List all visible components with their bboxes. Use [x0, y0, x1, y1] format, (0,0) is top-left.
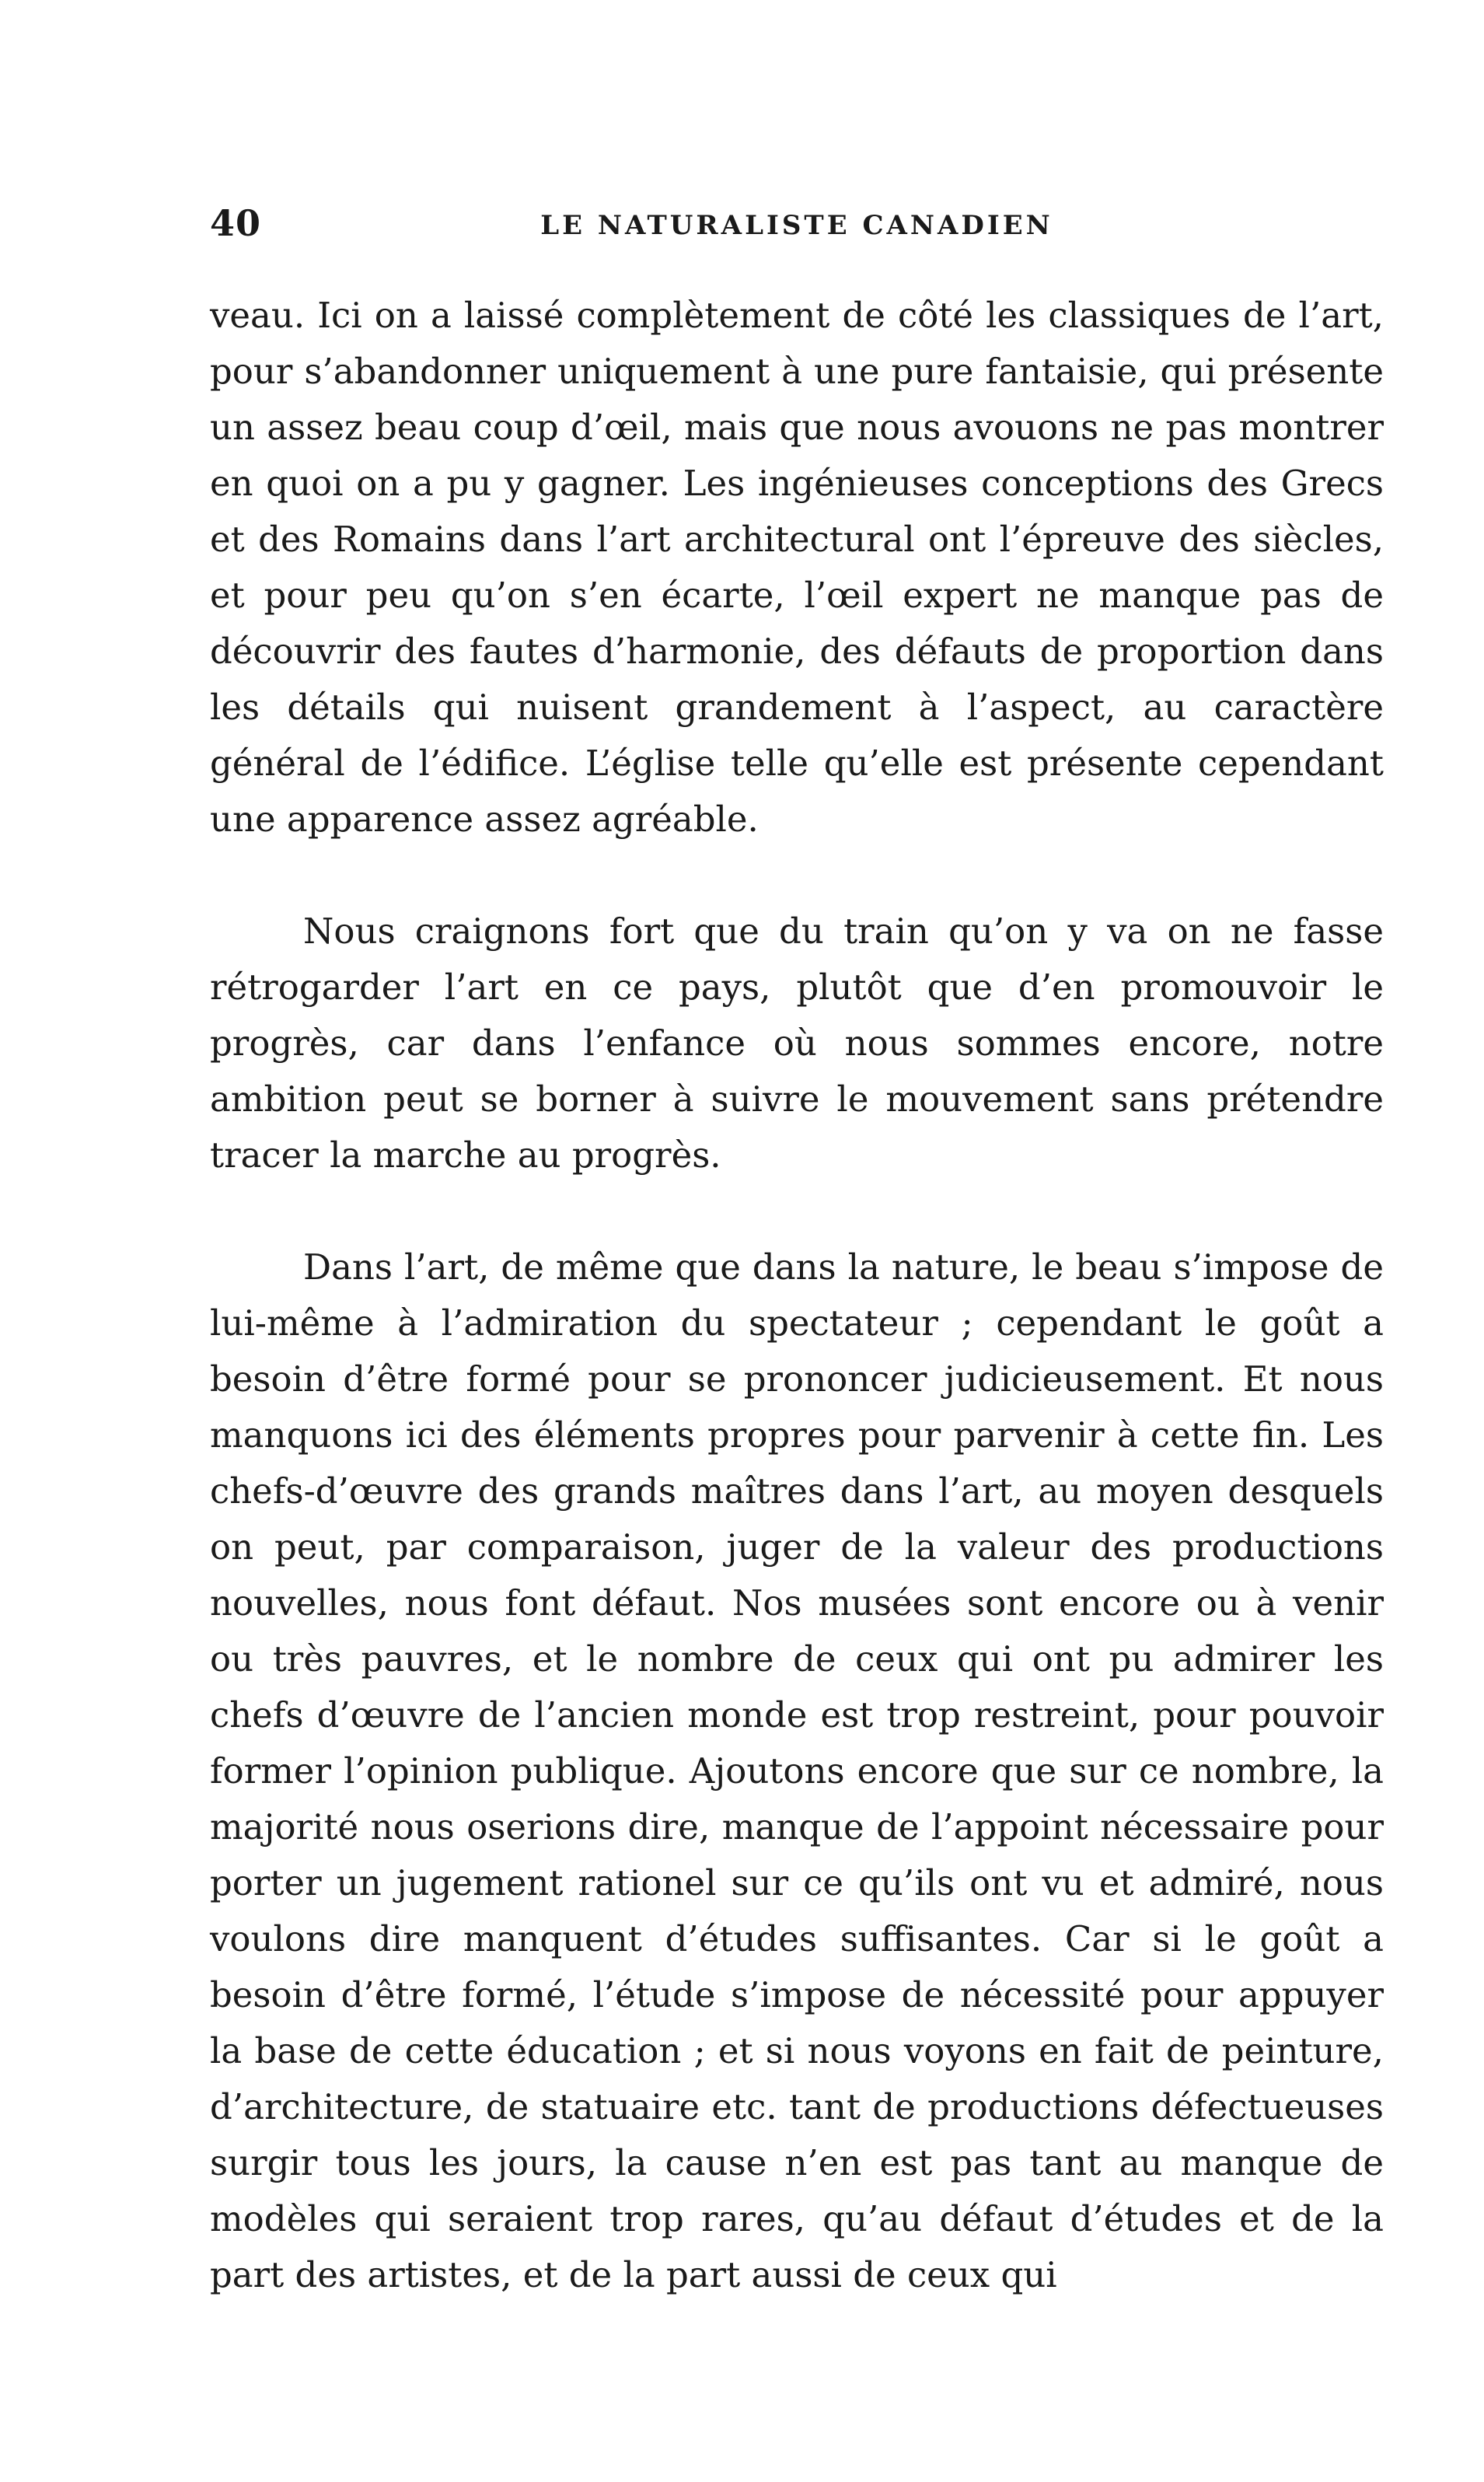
running-header: [210, 202, 1384, 257]
paragraph-1: veau. Ici on a laissé complètement de côté les classiques de l’art, pour s’abandonner uniquement à une pure fantaisie, qui présente un assez beau coup d’œil, mais que nous avouons ne pas montrer en quoi on a pu y gagner. Les ingénieuses conceptions des Grecs et des Romains dans l’art architectural ont l’épreuve des siècles, et pour peu qu’on s’en écarte, l’œil expert ne manque pas de découvrir des fautes d’harmonie, des défauts de proportion dans les détails qui nuisent grandement à l’aspect, au caractère général de l’édifice. L’église telle qu’elle est présente cependant une apparence assez agréable.: [210, 295, 1384, 840]
paragraph-3: Dans l’art, de même que dans la nature, le beau s’impose de lui-même à l’admiration du spectateur ; cependant le goût a besoin d’être formé pour se prononcer judicieusement. Et nous manquons ici des éléments propres pour parvenir à cette fin. Les chefs-d’œuvre des grands maîtres dans l’art, au moyen desquels on peut, par comparaison, juger de la valeur des productions nouvelles, nous font défaut. Nos musées sont encore ou à venir ou très pauvres, et le nombre de ceux qui ont pu admirer les chefs d’œuvre de l’ancien monde est trop restreint, pour pouvoir former l’opinion publique. Ajoutons encore que sur ce nombre, la majorité nous oserions dire, manque de l’appoint nécessaire pour porter un jugement rationel sur ce qu’ils ont vu et admiré, nous voulons dire manquent d’études suffisantes. Car si le goût a besoin d’être formé, l’étude s’impose de nécessité pour appuyer la base de cette éducation ; et si nous voyons en fait de peinture, d’architecture, de statuaire etc. tant de productions défectueuses surgir tous les jours, la cause n’en est pas tant au manque de modèles qui seraient trop rares, qu’au défaut d’études et de la part des artistes, et de la part aussi de ceux qui: [210, 1246, 1384, 2295]
page-number: 40: [210, 202, 262, 244]
document-page: [210, 202, 1384, 2359]
body-text: [210, 288, 1384, 2303]
journal-title: LE NATURALISTE CANADIEN: [540, 210, 1053, 241]
paragraph-2: Nous craignons fort que du train qu’on y va on ne fasse rétrogarder l’art en ce pays, plutôt que d’en promouvoir le progrès, car dans l’enfance où nous sommes encore, notre ambition peut se borner à suivre le mouvement sans prétendre tracer la marche au progrès.: [210, 911, 1384, 1176]
